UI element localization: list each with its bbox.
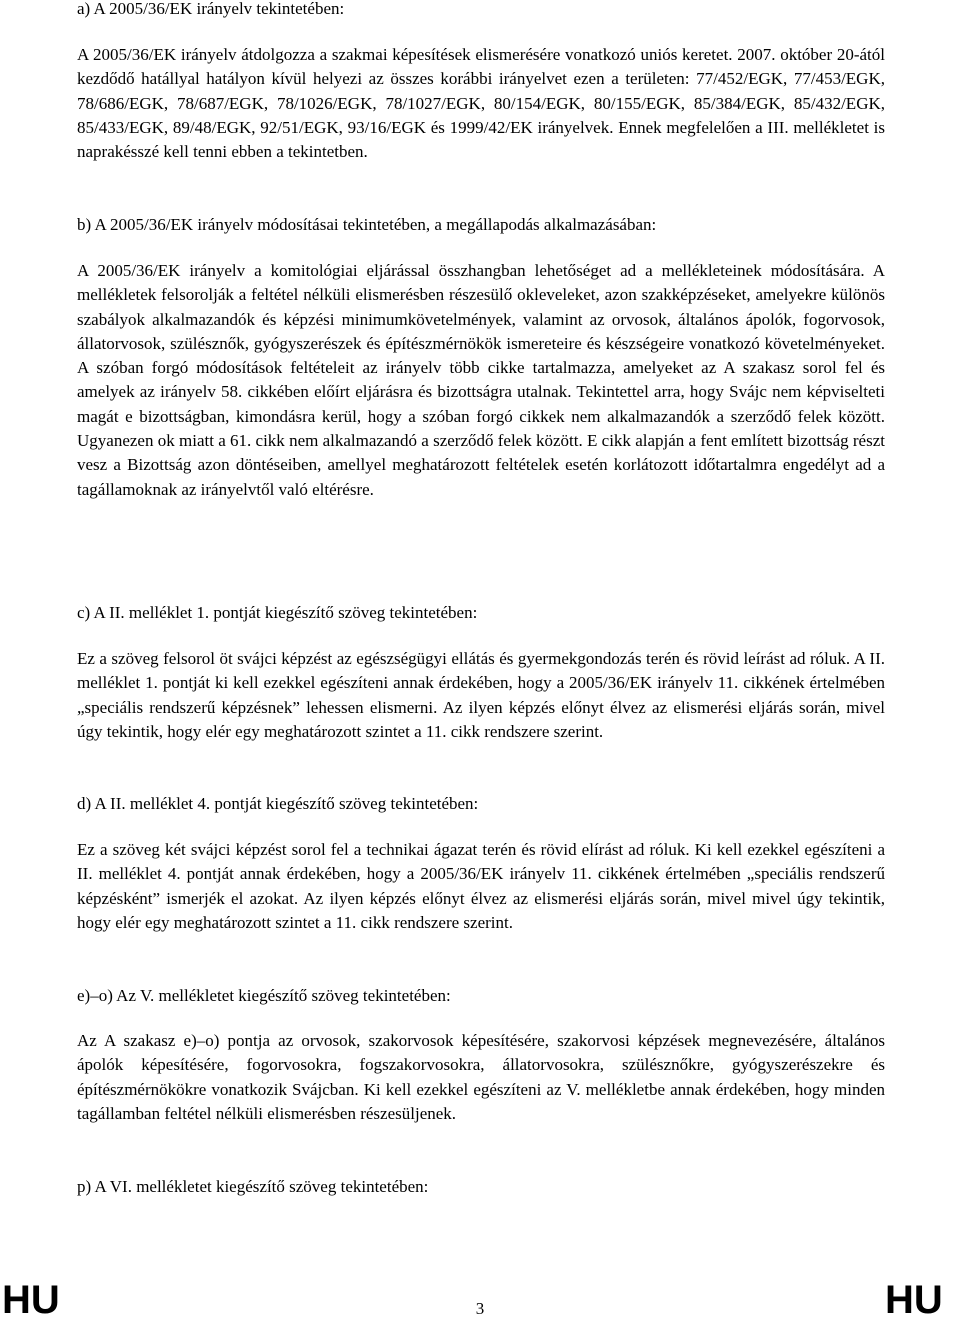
section-d-paragraph: Ez a szöveg két svájci képzést sorol fel a technikai ágazat terén és rövid elírást ad róluk. Ki kell ezekkel egészíteni a II. melléklet 4. pontját annak érdekében, hogy a 2005/36/EK irányelv 11. cikkének értelmében „speciális rendszerű képzésként” ismerjék el azokat. Az ilyen képzés előnyt élvez az elismerési eljárás során, mivel mivel úgy tekintik, hogy elér egy meghatározott szintet a 11. cikk rendszere szerint. — [77, 840, 885, 932]
page-number: 3 — [475, 1299, 485, 1318]
section-d-heading: d) A II. melléklet 4. pontját kiegészítő szöveg tekintetében: — [77, 794, 479, 813]
section-e-paragraph: Az A szakasz e)–o) pontja az orvosok, szakorvosok képesítésére, szakorvosi képzések megnevezésére, általános ápolók képesítésére, fogorvosokra, fogszakorvosokra, állatorvosokra, szülésznőkre, gyógyszerészekre és építészmérnökökre vonatkozik Svájcban. Ki kell ezekkel egészíteni az V. mellékletbe annak érdekében, hogy minden tagállamban feltétel nélküli elismerésben részesüljenek. — [77, 1031, 885, 1123]
section-b-paragraph: A 2005/36/EK irányelv a komitológiai eljárással összhangban lehetőséget ad a mellékleteinek módosítására. A mellékletek felsorolják a feltétel nélküli elismerésben részesülő okleveleket, azon szakképzéseket, amelyekre különös szabályok alkalmazandók és képzési minimumkövetelmények, valamint az orvosok, általános ápolók, fogorvosok, állatorvosok, szülésznők, gyógyszerészek és építészmérnökök ismereteire és készségeire vonatkozó követelményeket. A szóban forgó módosítások feltételeit az irányelv több cikke tartalmazza, amelyeket az A szakasz sorol fel és amelyek az irányelv 58. cikkében előírt eljárásra és bizottságra utalnak. Tekintettel arra, hogy Svájc nem képviselteti magát e bizottságban, kimondásra kerül, hogy a szóban forgó cikkek nem alkalmazandók a szerződő felek között. Ugyanezen ok miatt a 61. cikk nem alkalmazandó a szerződő felek között. E cikk alapján a fent említett bizottság részt vesz a Bizottság azon döntéseiben, amellyel meghatározott feltételek esetén korlátozott időtartalmra engedélyt ad a tagállamoknak az irányelvtől való eltérésre. — [77, 261, 885, 499]
footer-language-right: HU — [885, 1278, 943, 1322]
footer-language-left: HU — [2, 1278, 60, 1322]
section-a-paragraph: A 2005/36/EK irányelv átdolgozza a szakmai képesítések elismerésére vonatkozó uniós keretet. 2007. október 20-ától kezdődő hatállyal hatályon kívül helyezi az összes korábbi irányelvet ezen a területen: 77/452/EGK, 77/453/EGK, 78/686/EGK, 78/687/EGK, 78/1026/EGK, 78/1027/EGK, 80/154/EGK, 80/155/EGK, 85/384/EGK, 85/432/EGK, 85/433/EGK, 89/48/EGK, 92/51/EGK, 93/16/EGK és 1999/42/EK irányelvek. Ennek megfelelően a III. mellékletet is naprakésszé kell tenni ebben a tekintetben. — [77, 45, 885, 162]
section-a-heading: a) A 2005/36/EK irányelv tekintetében: — [77, 0, 345, 18]
section-c-heading: c) A II. melléklet 1. pontját kiegészítő szöveg tekintetében: — [77, 603, 478, 622]
section-b-heading: b) A 2005/36/EK irányelv módosításai tekintetében, a megállapodás alkalmazásában: — [77, 215, 657, 234]
section-c-paragraph: Ez a szöveg felsorol öt svájci képzést az egészségügyi ellátás és gyermekgondozás terén és rövid leírást ad róluk. A II. melléklet 1. pontját ki kell ezekkel egészíteni annak érdekében, hogy a 2005/36/EK irányelv 11. cikkének értelmében „speciális rendszerű képzésnek” lehessen elismerni. Az ilyen képzés előnyt élvez az elismerési eljárás során, mivel úgy tekintik, hogy elér egy meghatározott szintet a 11. cikk rendszere szerint. — [77, 649, 885, 741]
section-p-heading: p) A VI. mellékletet kiegészítő szöveg tekintetében: — [77, 1177, 429, 1196]
section-e-heading: e)–o) Az V. mellékletet kiegészítő szöveg tekintetében: — [77, 986, 451, 1005]
